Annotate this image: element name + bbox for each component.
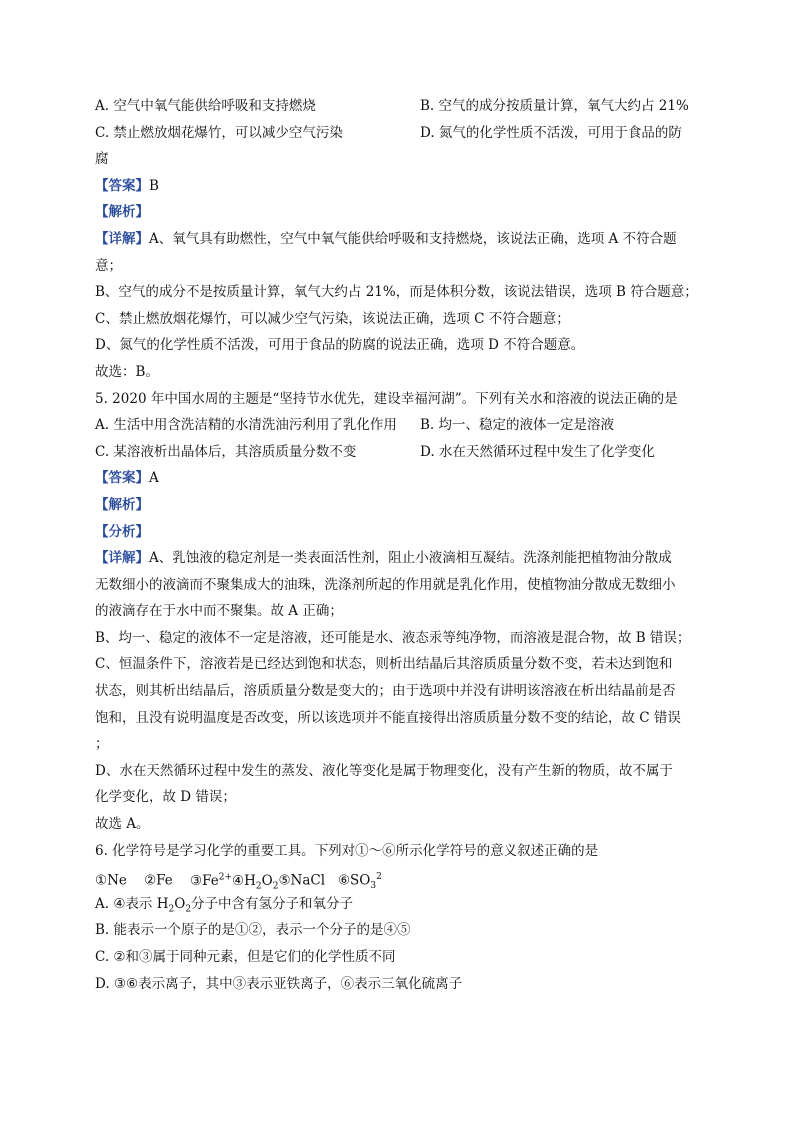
q5-detail-a bbox=[95, 545, 705, 572]
q5-detail-c: C、恒温条件下，溶液若是已经达到饱和状态，则析出结晶后其溶质质量分数不变，若未达到饱和 bbox=[95, 656, 673, 673]
q4-detail-b: B、空气的成分不是按质量计算，氧气大约占 21%，而是体积分数，该说法错误，选项 B 符合题意； bbox=[95, 284, 698, 301]
detail-label: 【详解】 bbox=[95, 550, 149, 567]
symbol-4: $④H_2O_2$ bbox=[232, 872, 279, 892]
q6-option-c: C. ②和③属于同种元素，但是它们的化学性质不同 bbox=[95, 949, 396, 965]
q4-option-b: B. 空气的成分按质量计算，氧气大约占 21% bbox=[420, 98, 689, 114]
detail-label: 【详解】 bbox=[95, 230, 149, 247]
answer-label: 【答案】 bbox=[95, 177, 149, 194]
q4-option-d-cont: 腐 bbox=[95, 151, 109, 168]
q4-option-c: C. 禁止燃放烟花爆竹，可以减少空气污染 bbox=[95, 124, 343, 141]
symbol-3: $③Fe^{2+}$ bbox=[189, 872, 232, 889]
q5-conclusion: 故选 A。 bbox=[95, 816, 150, 833]
symbol-1: ①Ne bbox=[95, 872, 127, 889]
q6-symbols bbox=[95, 864, 705, 891]
q5-options-row-2 bbox=[95, 439, 705, 466]
q5-stem: 5. 2020 年中国水周的主题是“坚持节水优先，建设幸福河湖”。下列有关水和溶液的说法正确的是 bbox=[95, 390, 678, 407]
q6-stem: 6. 化学符号是学习化学的重要工具。下列对①～⑥所示化学符号的意义叙述正确的是 bbox=[95, 842, 599, 859]
q5-detail-b: B、均一、稳定的液体不一定是溶液，还可能是水、液态汞等纯净物，而溶液是混合物，故 B 错误； bbox=[95, 629, 691, 646]
symbol-2: ②Fe bbox=[144, 872, 173, 889]
q4-options-row-1 bbox=[95, 93, 705, 120]
answer-value: A bbox=[149, 470, 159, 487]
q4-analysis-label bbox=[95, 199, 705, 226]
analysis-label: 【解析】 bbox=[95, 496, 149, 513]
q5-detail-c-cont-3: ； bbox=[95, 736, 109, 753]
q5-options-row-1 bbox=[95, 412, 705, 439]
q4-detail-d: D、氮气的化学性质不活泼，可用于食品的防腐的说法正确，选项 D 不符合题意。 bbox=[95, 337, 585, 354]
q5-detail-c-cont-1: 状态，则其析出结晶后，溶质质量分数是变大的；由于选项中并没有讲明该溶液在析出结晶前是否 bbox=[95, 683, 676, 700]
answer-value: B bbox=[149, 177, 159, 194]
fenxi-label: 【分析】 bbox=[95, 523, 149, 540]
symbol-5: ⑤NaCl bbox=[278, 872, 326, 889]
answer-label: 【答案】 bbox=[95, 470, 149, 487]
q5-detail-a-cont-2: 的液滴存在于水中而不聚集。故 A 正确； bbox=[95, 603, 343, 620]
q5-option-c: C. 某溶液析出晶体后，其溶质质量分数不变 bbox=[95, 443, 357, 460]
q5-option-d: D. 水在天然循环过程中发生了化学变化 bbox=[420, 443, 655, 460]
q4-detail-a-cont: 意； bbox=[95, 257, 122, 274]
q5-detail-c-cont-2: 饱和，且没有说明温度是否改变，所以该选项并不能直接得出溶质质量分数不变的结论，故 C 错误 bbox=[95, 709, 681, 726]
q4-conclusion: 故选：B。 bbox=[95, 363, 159, 380]
q5-detail-a-text: A、乳蚀液的稳定剂是一类表面活性剂，阻止小液滴相互凝结。洗涤剂能把植物油分散成 bbox=[149, 550, 672, 567]
q5-analysis-label bbox=[95, 492, 705, 519]
q6-option-a: A. ④表示 $H_2O_2$分子中含有氢分子和氧分子 bbox=[95, 895, 354, 915]
q4-answer bbox=[95, 173, 705, 200]
q4-options-row-2 bbox=[95, 120, 705, 147]
q4-detail-c: C、禁止燃放烟花爆竹，可以减少空气污染，该说法正确，选项 C 不符合题意； bbox=[95, 310, 570, 327]
document-page bbox=[95, 93, 705, 997]
q4-detail-a-text: A、氧气具有助燃性，空气中氧气能供给呼吸和支持燃烧，该说法正确，选项 A 不符合题 bbox=[149, 230, 677, 247]
q5-option-a: A. 生活中用含洗洁精的水清洗油污利用了乳化作用 bbox=[95, 417, 397, 434]
q5-fenxi-label bbox=[95, 519, 705, 546]
q5-answer bbox=[95, 465, 705, 492]
q4-option-d: D. 氮气的化学性质不活泼，可用于食品的防 bbox=[420, 124, 682, 141]
q6-option-d: D. ③⑥表示离子，其中③表示亚铁离子，⑥表示三氧化硫离子 bbox=[95, 975, 463, 992]
q5-detail-a-cont-1: 无数细小的液滴而不聚集成大的油珠，洗涤剂所起的作用就是乳化作用，使植物油分散成无数细小 bbox=[95, 576, 676, 593]
q4-detail-a bbox=[95, 226, 705, 253]
analysis-label: 【解析】 bbox=[95, 204, 149, 221]
q5-detail-d: D、水在天然循环过程中发生的蒸发、液化等变化是属于物理变化，没有产生新的物质，故不属于 bbox=[95, 762, 673, 779]
symbol-6: $⑥SO_3^2$ bbox=[337, 872, 382, 892]
q6-option-b: B. 能表示一个原子的是①②，表示一个分子的是④⑤ bbox=[95, 922, 411, 939]
q5-detail-d-cont: 化学变化，故 D 错误； bbox=[95, 789, 236, 806]
q4-option-a: A. 空气中氧气能供给呼吸和支持燃烧 bbox=[95, 98, 316, 114]
q5-option-b: B. 均一、稳定的液体一定是溶液 bbox=[420, 417, 615, 434]
